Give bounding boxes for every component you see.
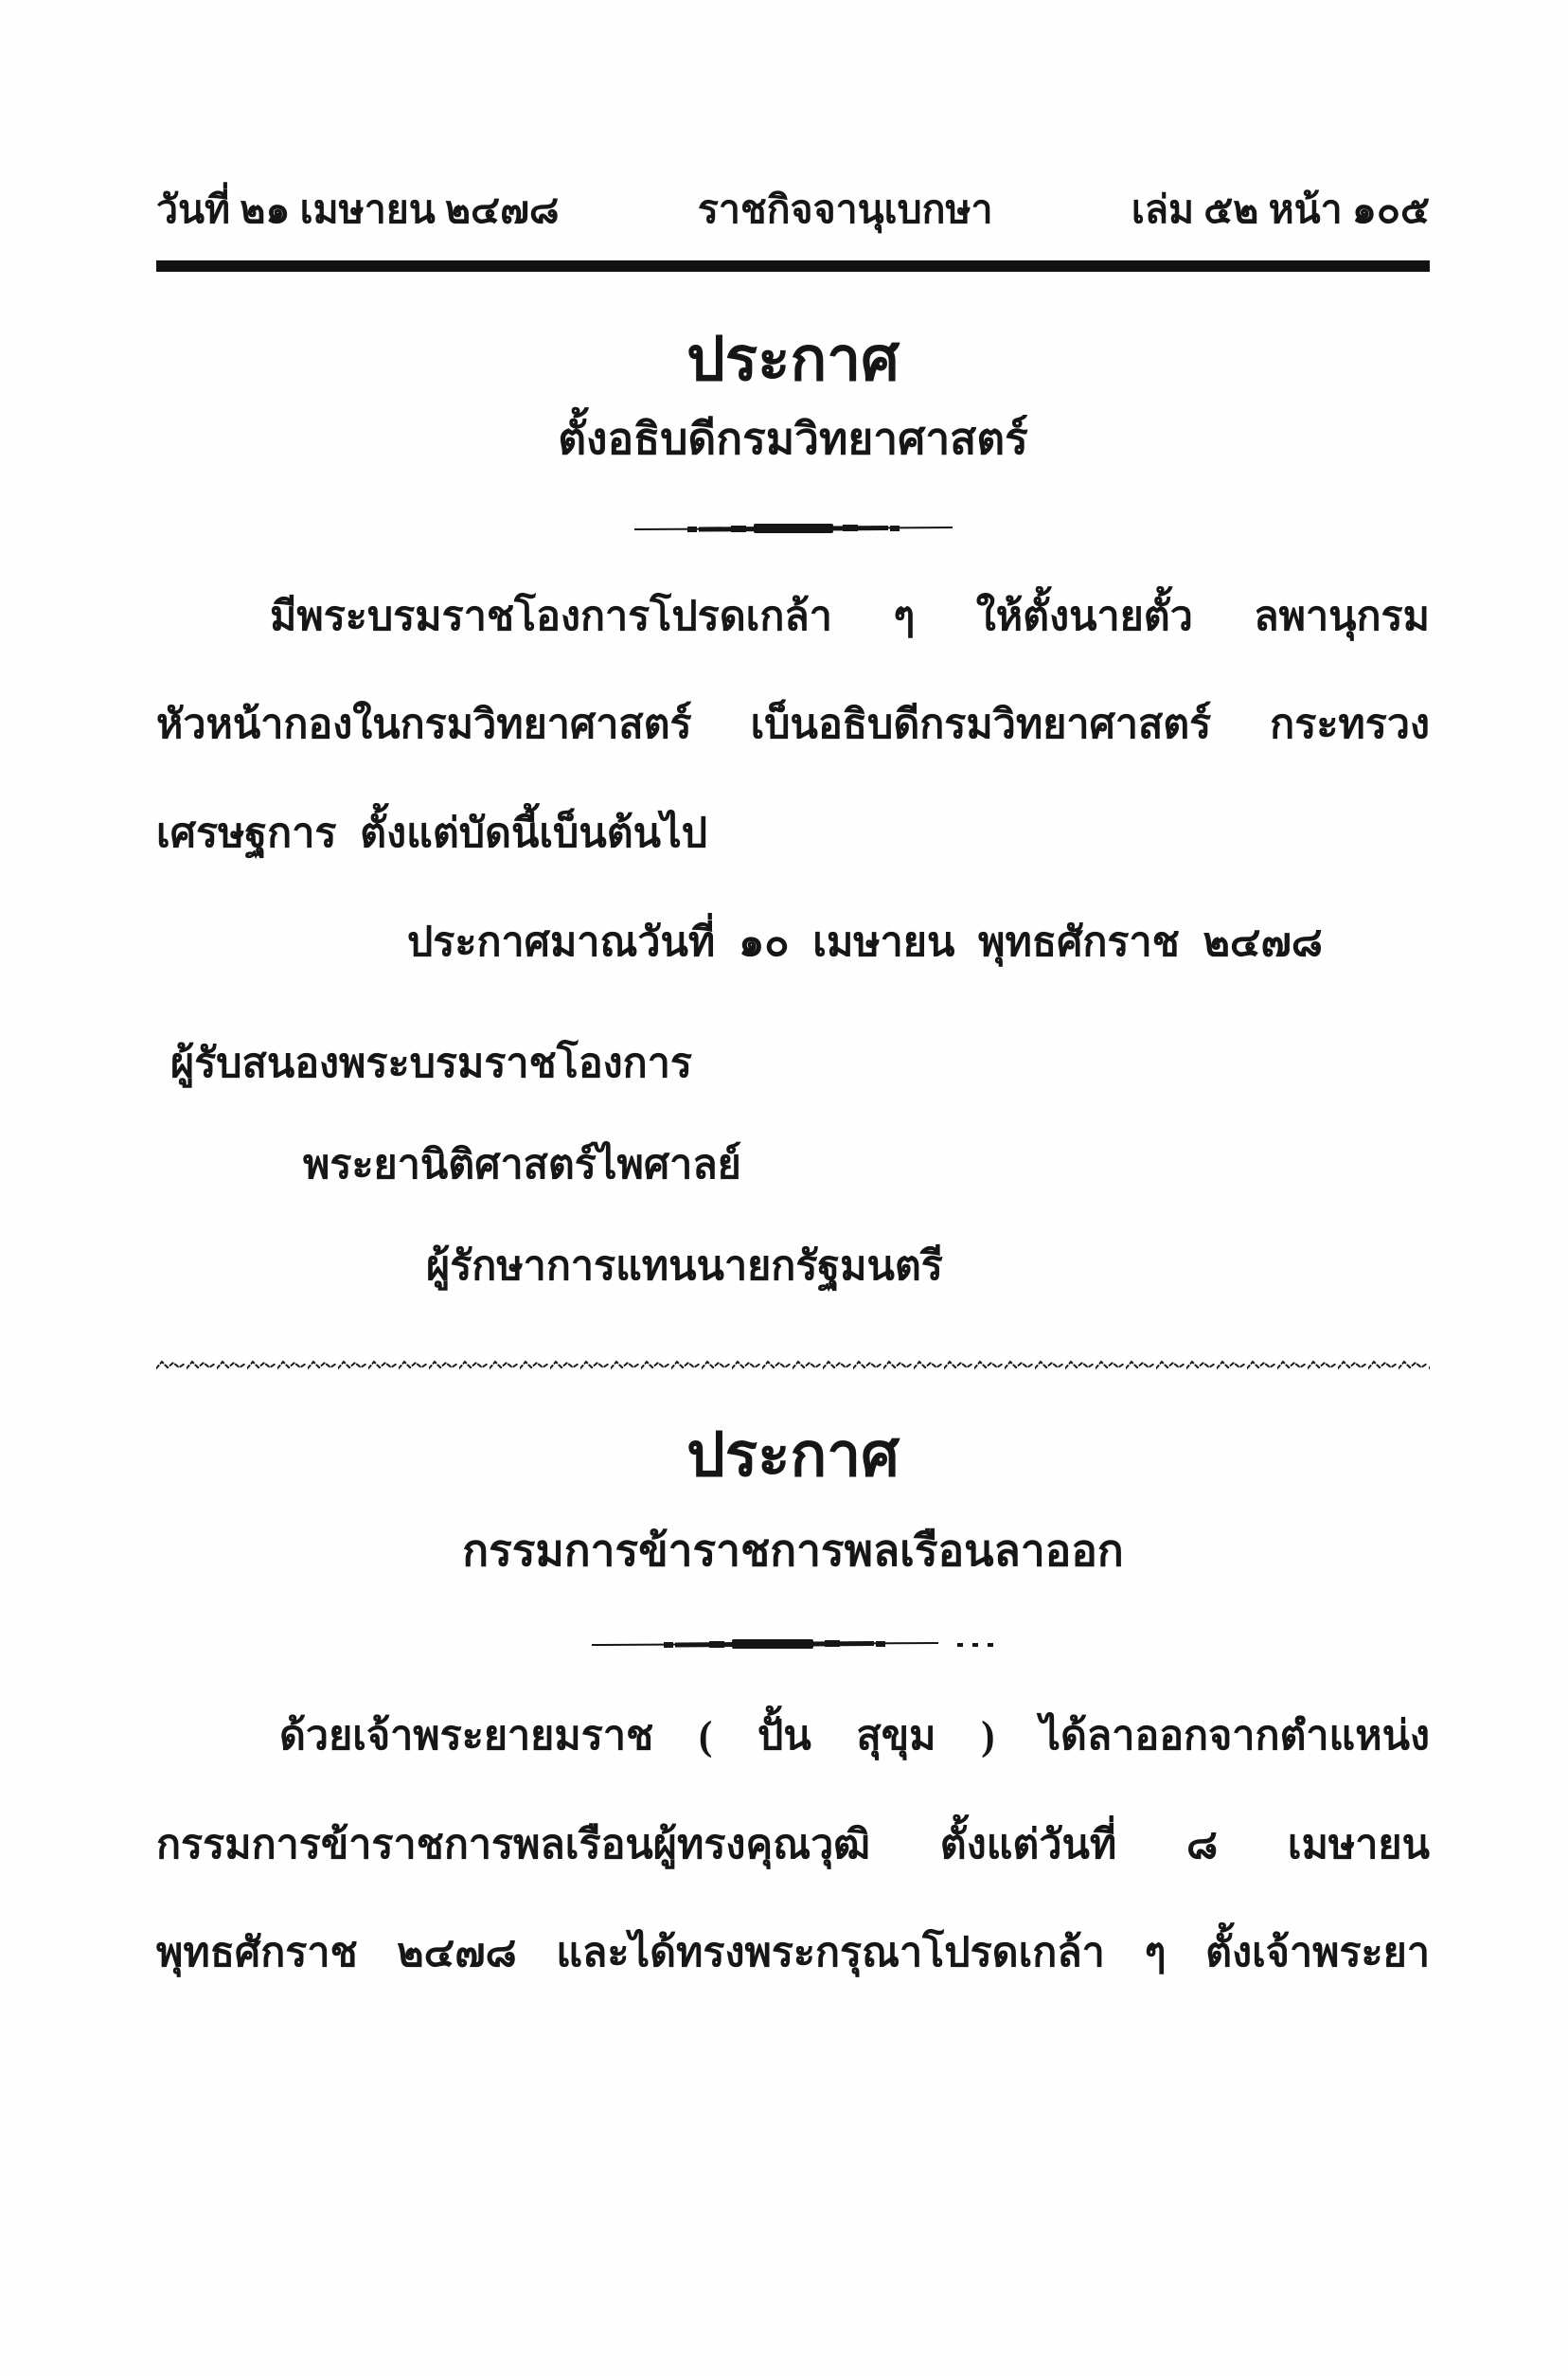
countersign-name: พระยานิติศาสตร์ไพศาลย์	[303, 1143, 741, 1188]
paragraph-line: กรรมการข้าราชการพลเรือนผู้ทรงคุณวุฒิ ตั้งแต่วันที่ ๘ เมษายน	[156, 1822, 1430, 1867]
paragraph-line: ด้วยเจ้าพระยายมราช ( ปั้น สุขุม ) ได้ลาออกจากตำแหน่ง	[279, 1713, 1430, 1759]
ornament-divider	[156, 1635, 1430, 1652]
header-date: วันที่ ๒๑ เมษายน ๒๔๗๘	[156, 188, 560, 231]
gazette-name: ราชกิจจานุเบกษา	[697, 188, 993, 231]
announcement-2-title: ประกาศ	[686, 1420, 900, 1489]
promulgation-line: ประกาศมาณวันที่ ๑๐ เมษายน พุทธศักราช ๒๔๗๘	[407, 920, 1323, 965]
countersign-label: ผู้รับสนองพระบรมราชโองการ	[170, 1042, 692, 1087]
countersign-role: ผู้รักษาการแทนนายกรัฐมนตรี	[426, 1243, 943, 1289]
wavy-divider	[156, 1356, 1430, 1375]
gazette-header	[156, 186, 1430, 234]
paragraph-line: มีพระบรมราชโองการโปรดเกล้า ๆ ให้ตั้งนายตั้ว ลพานุกรม	[270, 594, 1430, 639]
paragraph-line: พุทธศักราช ๒๔๗๘ และได้ทรงพระกรุณาโปรดเกล้า ๆ ตั้งเจ้าพระยา	[156, 1931, 1430, 1976]
announcement-1	[156, 327, 1430, 1291]
paragraph-line: เศรษฐการ ตั้งแต่บัดนี้เบ็นต้นไป	[156, 812, 707, 856]
announcement-2-subtitle: กรรมการข้าราชการพลเรือนลาออก	[462, 1527, 1124, 1576]
header-volume-page: เล่ม ๕๒ หน้า ๑๐๕	[1131, 188, 1430, 231]
announcement-1-subtitle: ตั้งอธิบดีกรมวิทยาศาสตร์	[558, 414, 1028, 463]
announcement-2	[156, 1422, 1430, 1978]
paragraph-line: หัวหน้ากองในกรมวิทยาศาสตร์ เบ็นอธิบดีกรมวิทยาศาสตร์ กระทรวง	[156, 703, 1430, 748]
announcement-1-title: ประกาศ	[686, 326, 900, 394]
ornament-divider	[156, 520, 1430, 537]
header-rule	[156, 259, 1430, 272]
